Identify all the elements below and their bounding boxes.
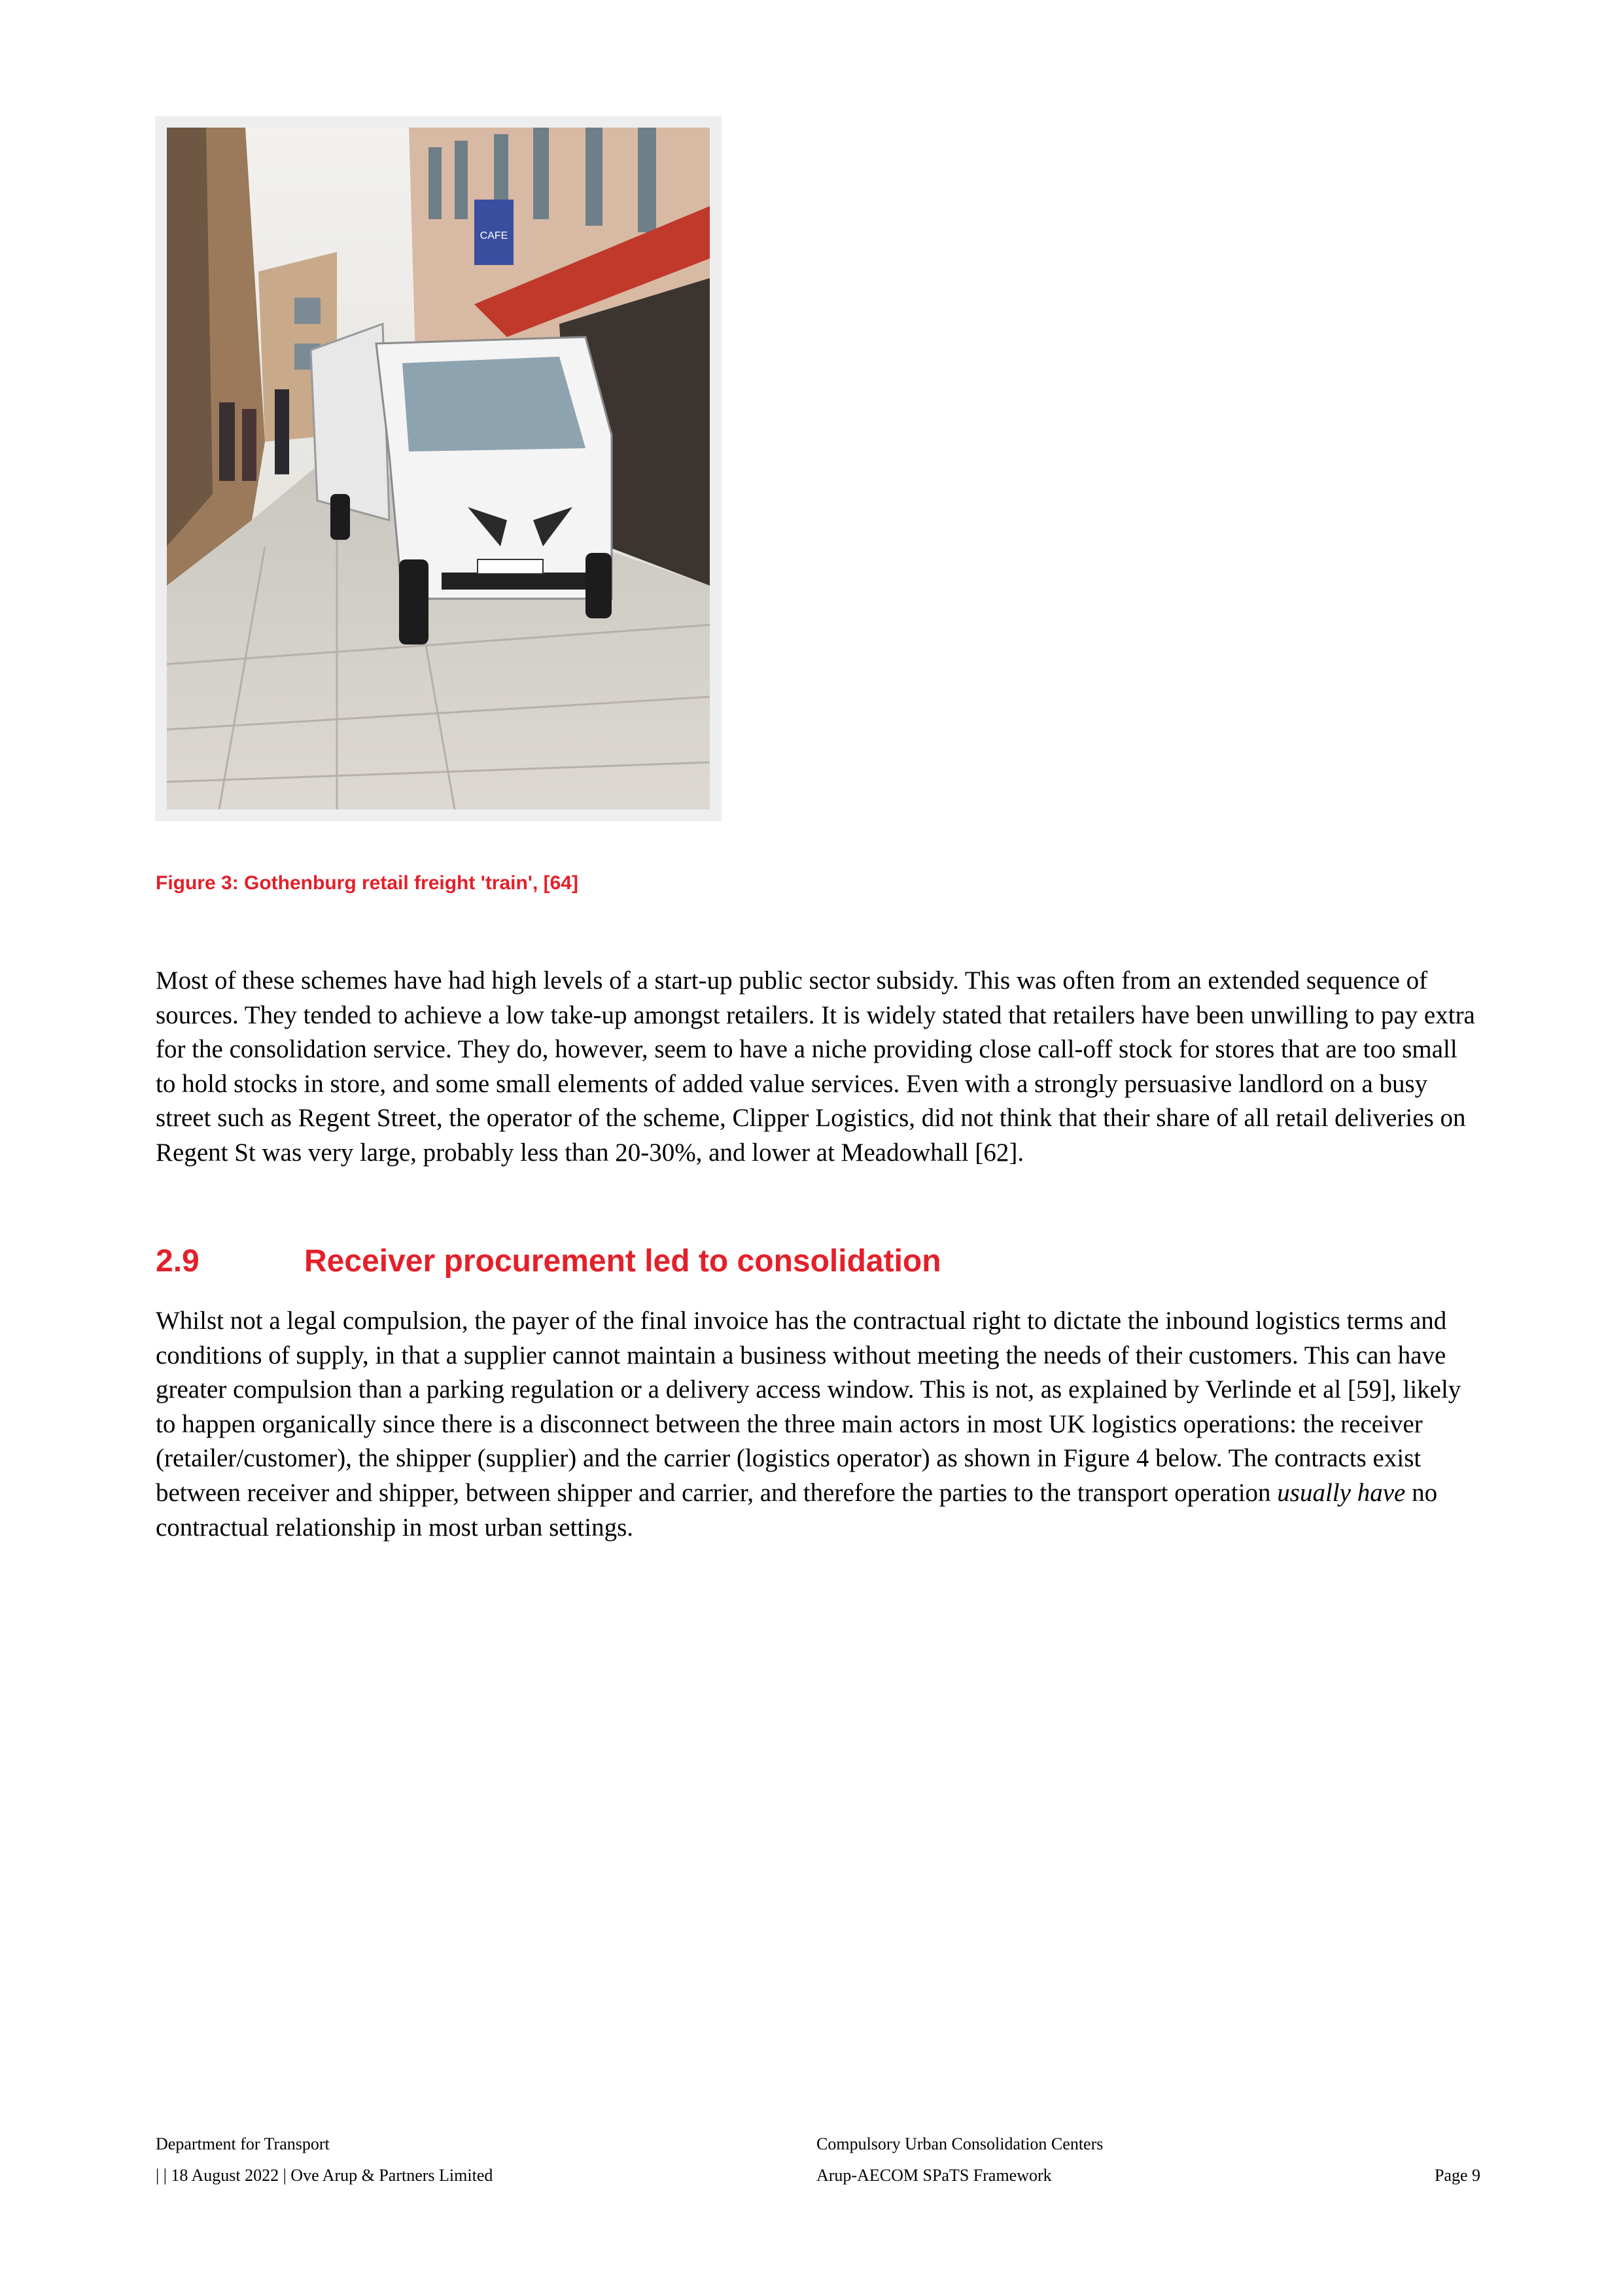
figure-caption: Figure 3: Gothenburg retail freight 'train', [64] <box>156 872 578 894</box>
footer-page-number: Page 9 <box>1434 2166 1480 2185</box>
footer-document-title: Compulsory Urban Consolidation Centers <box>816 2134 1104 2153</box>
figure-photo <box>155 116 722 821</box>
section-heading <box>156 1243 941 1279</box>
footer-date-line: | | 18 August 2022 | Ove Arup & Partners Limited <box>156 2166 493 2185</box>
body-paragraph: Most of these schemes have had high levels of a start-up public sector subsidy. This was often from an extended sequence of sources. They tended to achieve a low take-up amongst retailers. It is widely stated that retailers have been unwilling to pay extra for the consolidation service. They do, however, seem to have a niche providing close call-off stock for stores that are too small to hold stocks in store, and some small elements of added value services. Even with a strongly persuasive landlord on a busy street such as Regent Street, the operator of the scheme, Clipper Logistics, did not think that their share of all retail deliveries on Regent St was very large, probably less than 20-30%, and lower at Meadowhall [62]. <box>156 966 1475 1167</box>
cafe-sign-text: CAFE <box>480 230 508 241</box>
section-number: 2.9 <box>156 1244 200 1279</box>
paragraph-2-text: Whilst not a legal compulsion, the payer of the final invoice has the contractual right to dictate the inbound logistics terms and conditions of supply, in that a supplier cannot maintain a business without meeting the needs of their customers. This can have greater compulsion than a parking regulation or a delivery access window. This is not, as explained by Verlinde et al [59], likely to happen organically since there is a disconnect between the three main actors in most UK logistics operations: the receiver (retailer/customer), the shipper (supplier) and the carrier (logistics operator) as shown in Figure 4 below. The contracts exist between receiver and shipper, between shipper and carrier, and therefore the parties to the transport operation <box>156 1307 1461 1507</box>
section-title: Receiver procurement led to consolidation <box>304 1244 941 1279</box>
footer-organisation: Department for Transport <box>156 2134 330 2153</box>
paragraph-2-end: no contractual relationship in most urban settings. <box>156 1478 1438 1542</box>
footer-framework: Arup-AECOM SPaTS Framework <box>816 2166 1052 2185</box>
gothenburg-street-photo <box>167 128 710 809</box>
body-paragraph-2 <box>156 1304 1477 1545</box>
paragraph-2-italic: usually have <box>1277 1478 1406 1507</box>
